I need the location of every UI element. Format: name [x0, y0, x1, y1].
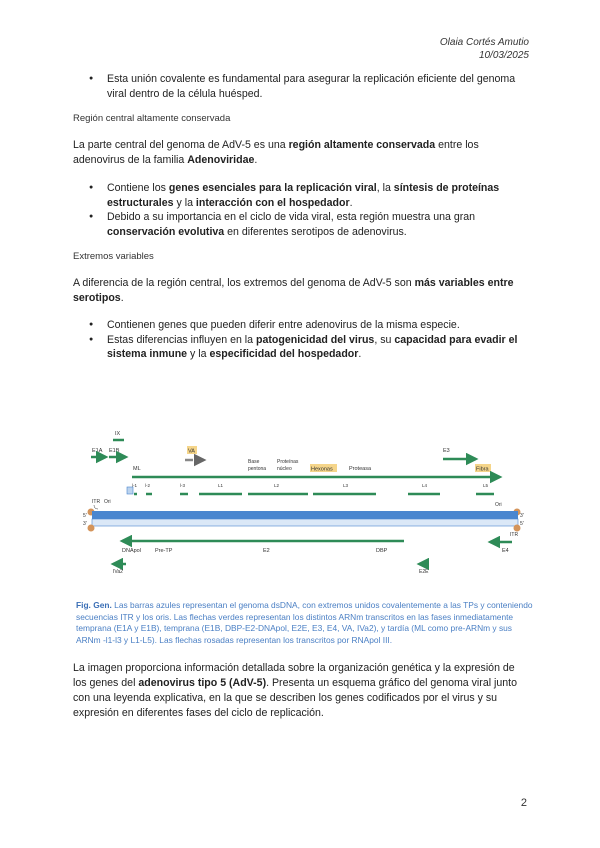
label-pentona: pentona	[248, 466, 267, 472]
terminal-protein-right-2	[514, 525, 521, 532]
paragraph-closing: La imagen proporciona información detallada sobre la organización genética y la expresión de los genes del adenovirus tipo 5 (AdV-5). Presenta un esquema gráfico del genoma viral junto con una leyenda explicativa, en la que se describen los genes codificados por el virus y su expresión en diferentes fases del ciclo de replicación.	[73, 662, 517, 719]
genome-figure	[82, 425, 528, 585]
list-item: ● Debido a su importancia en el ciclo de vida viral, esta región muestra una gran conservación evolutiva en diferentes serotipos de adenovirus.	[73, 210, 533, 239]
document-date: 10/03/2025	[478, 50, 529, 61]
label-proteasa: Proteasa	[349, 466, 372, 472]
label-ml: ML	[133, 466, 141, 472]
label-L5: L5	[483, 483, 489, 488]
section-heading-extremes: Extremos variables	[73, 251, 154, 262]
label-l3a: l-3	[180, 483, 186, 488]
label-e1a: E1A	[92, 448, 103, 454]
label-L4: L4	[422, 483, 428, 488]
genome-strand-bottom	[92, 519, 518, 526]
page-number: 2	[520, 797, 527, 809]
label-L2: L2	[274, 483, 280, 488]
caption-label: Fig. Gen.	[76, 600, 112, 610]
label-3-left: 3'	[83, 521, 87, 527]
label-dbp: DBP	[376, 548, 388, 554]
label-5-right: 5'	[520, 521, 524, 527]
label-e3: E3	[443, 448, 450, 454]
label-ori-right: Ori	[495, 502, 502, 508]
label-itr: ITR	[92, 499, 101, 505]
label-l1a: l-1	[132, 483, 138, 488]
label-ix: IX	[115, 431, 121, 437]
label-va: VA	[188, 448, 195, 455]
label-3-right: 3'	[520, 513, 524, 519]
label-L3: L3	[343, 483, 349, 488]
label-l2a: l-2	[145, 483, 151, 488]
list-item: ● Contienen genes que pueden diferir entre adenovirus de la misma especie.	[73, 318, 533, 333]
label-ori: Ori	[104, 499, 111, 505]
label-nucleo: núcleo	[277, 466, 292, 472]
label-5-left: 5'	[83, 513, 87, 519]
page-header	[440, 36, 529, 62]
label-base: Base	[248, 459, 260, 465]
label-dnapol: DNApol	[122, 548, 141, 554]
list-item-text: Esta unión covalente es fundamental para asegurar la replicación eficiente del genoma viral dentro de la célula huésped.	[107, 73, 516, 100]
label-L1: L1	[218, 483, 224, 488]
tpl-box	[127, 487, 133, 494]
central-bullet-list	[73, 181, 533, 239]
label-fibra: Fibra	[476, 466, 489, 473]
top-bullet-list	[73, 72, 533, 101]
itr-bracket	[94, 505, 98, 509]
genome-strand-top	[92, 511, 518, 519]
extremes-bullet-list	[73, 318, 533, 362]
label-pretp: Pre-TP	[155, 548, 173, 554]
label-itr-right: ITR	[510, 532, 519, 538]
paragraph-central-intro: La parte central del genoma de AdV-5 es una región altamente conservada entre los adenovirus de la familia Adenoviridae.	[73, 139, 479, 166]
label-e2e: E2E	[419, 569, 429, 575]
list-item: ● Estas diferencias influyen en la patogenicidad del virus, su capacidad para evadir el sistema inmune y la especificidad del hospedador.	[73, 333, 533, 362]
label-e4: E4	[502, 548, 509, 554]
label-e1b: E1B	[109, 448, 120, 454]
caption-text: Las barras azules representan el genoma dsDNA, con extremos unidos covalentemente a las TPs y conteniendo secuencias ITR y los oris. Las flechas verdes representan los distintos ARNm transcritos en las fases inmediatamente temprana (E1A y E1B), temprana (E1B, DBP-E2-DNApol, E2E, E3, E4, VA, IVa2), y tardía (ML como pre-ARNm y sus ARNm -l1-l3 y L1-L5). Las flechas rosadas representan los transcritos por RNApol III.	[76, 600, 533, 645]
section-heading-central: Región central altamente conservada	[73, 113, 231, 124]
terminal-protein-left-2	[88, 525, 95, 532]
label-proteinas: Proteínas	[277, 459, 299, 465]
label-hexonas: Hexonas	[311, 466, 333, 473]
figure-caption	[76, 600, 536, 646]
label-iva2: IVa2	[113, 569, 123, 575]
list-item	[73, 72, 533, 101]
list-item: ● Contiene los genes esenciales para la replicación viral, la síntesis de proteínas estructurales y la interacción con el hospedador.	[73, 181, 533, 210]
author-name: Olaia Cortés Amutio	[439, 37, 529, 48]
genome-diagram	[82, 425, 528, 585]
label-e2: E2	[263, 548, 270, 554]
paragraph-extremes-intro: A diferencia de la región central, los extremos del genoma de AdV-5 son más variables entre serotipos.	[73, 277, 514, 304]
